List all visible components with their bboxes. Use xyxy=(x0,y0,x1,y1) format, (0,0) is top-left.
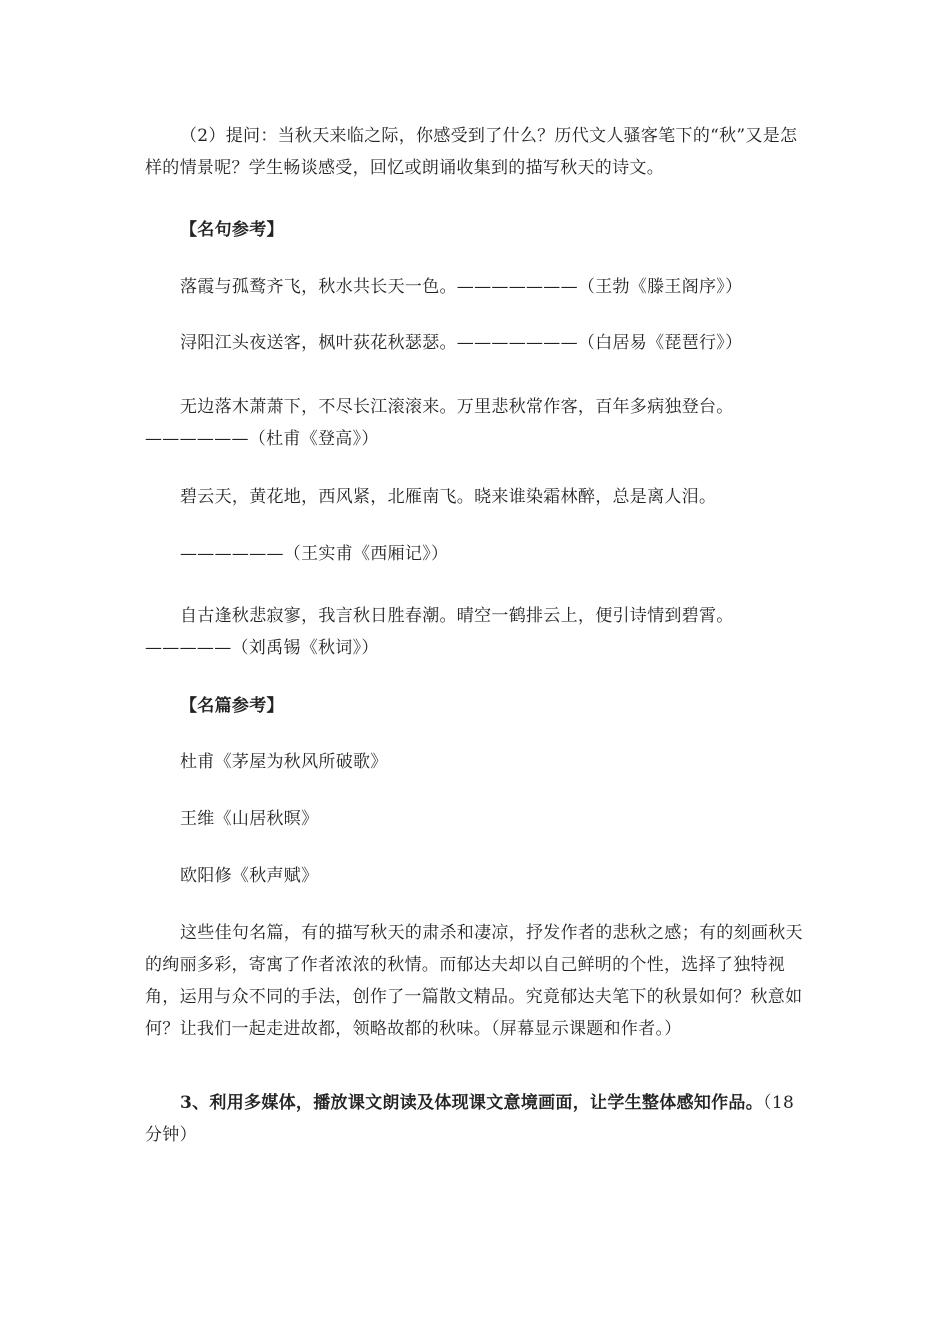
quote-wang-bo: 落霞与孤鹜齐飞，秋水共长天一色。———————（王勃《滕王阁序》） xyxy=(180,277,743,297)
famous-works-heading: 【名篇参考】 xyxy=(180,696,284,716)
quote-du-fu: 无边落木萧萧下，不尽长江滚滚来。万里悲秋常作客，百年多病独登台。——————（杜甫《登高》） xyxy=(145,397,734,449)
summary-paragraph: 这些佳句名篇，有的描写秋天的肃杀和凄凉，抒发作者的悲秋之感；有的刻画秋天的绚丽多彩，寄寓了作者浓浓的秋情。而郁达夫却以自己鲜明的个性，选择了独特视角，运用与众不同的手法，创作了一篇散文精品。究竟郁达夫笔下的秋景如何？秋意如何？让我们一起走进故都，领略故都的秋味。（屏幕显示课题和作者。） xyxy=(145,923,803,1039)
work-ouyang-xiu: 欧阳修《秋声赋》 xyxy=(180,866,319,886)
question-paragraph: （2）提问：当秋天来临之际，你感受到了什么？历代文人骚客笔下的“秋”又是怎样的情景呢？学生畅谈感受，回忆或朗诵收集到的描写秋天的诗文。 xyxy=(145,126,798,178)
work-du-fu: 杜甫《茅屋为秋风所破歌》 xyxy=(180,752,388,772)
quote-bai-juyi: 浔阳江头夜送客，枫叶荻花秋瑟瑟。———————（白居易《琵琶行》） xyxy=(180,333,743,353)
quote-wang-shifu-source: ——————（王实甫《西厢记》） xyxy=(180,544,449,564)
famous-lines-heading: 【名句参考】 xyxy=(180,220,284,240)
quote-liu-yuxi: 自古逢秋悲寂寥，我言秋日胜春潮。晴空一鹤排云上，便引诗情到碧霄。—————（刘禹锡《秋词》） xyxy=(145,606,734,658)
quote-wang-shifu: 碧云天，黄花地，西风紧，北雁南飞。晓来谁染霜林醉，总是离人泪。 xyxy=(180,487,717,507)
step3-duration: （18分钟） xyxy=(145,1093,795,1145)
step3-bold-text: 3、利用多媒体，播放课文朗读及体现课文意境画面，让学生整体感知作品。 xyxy=(180,1093,764,1113)
work-wang-wei: 王维《山居秋暝》 xyxy=(180,809,319,829)
step3-paragraph xyxy=(145,1087,810,1151)
